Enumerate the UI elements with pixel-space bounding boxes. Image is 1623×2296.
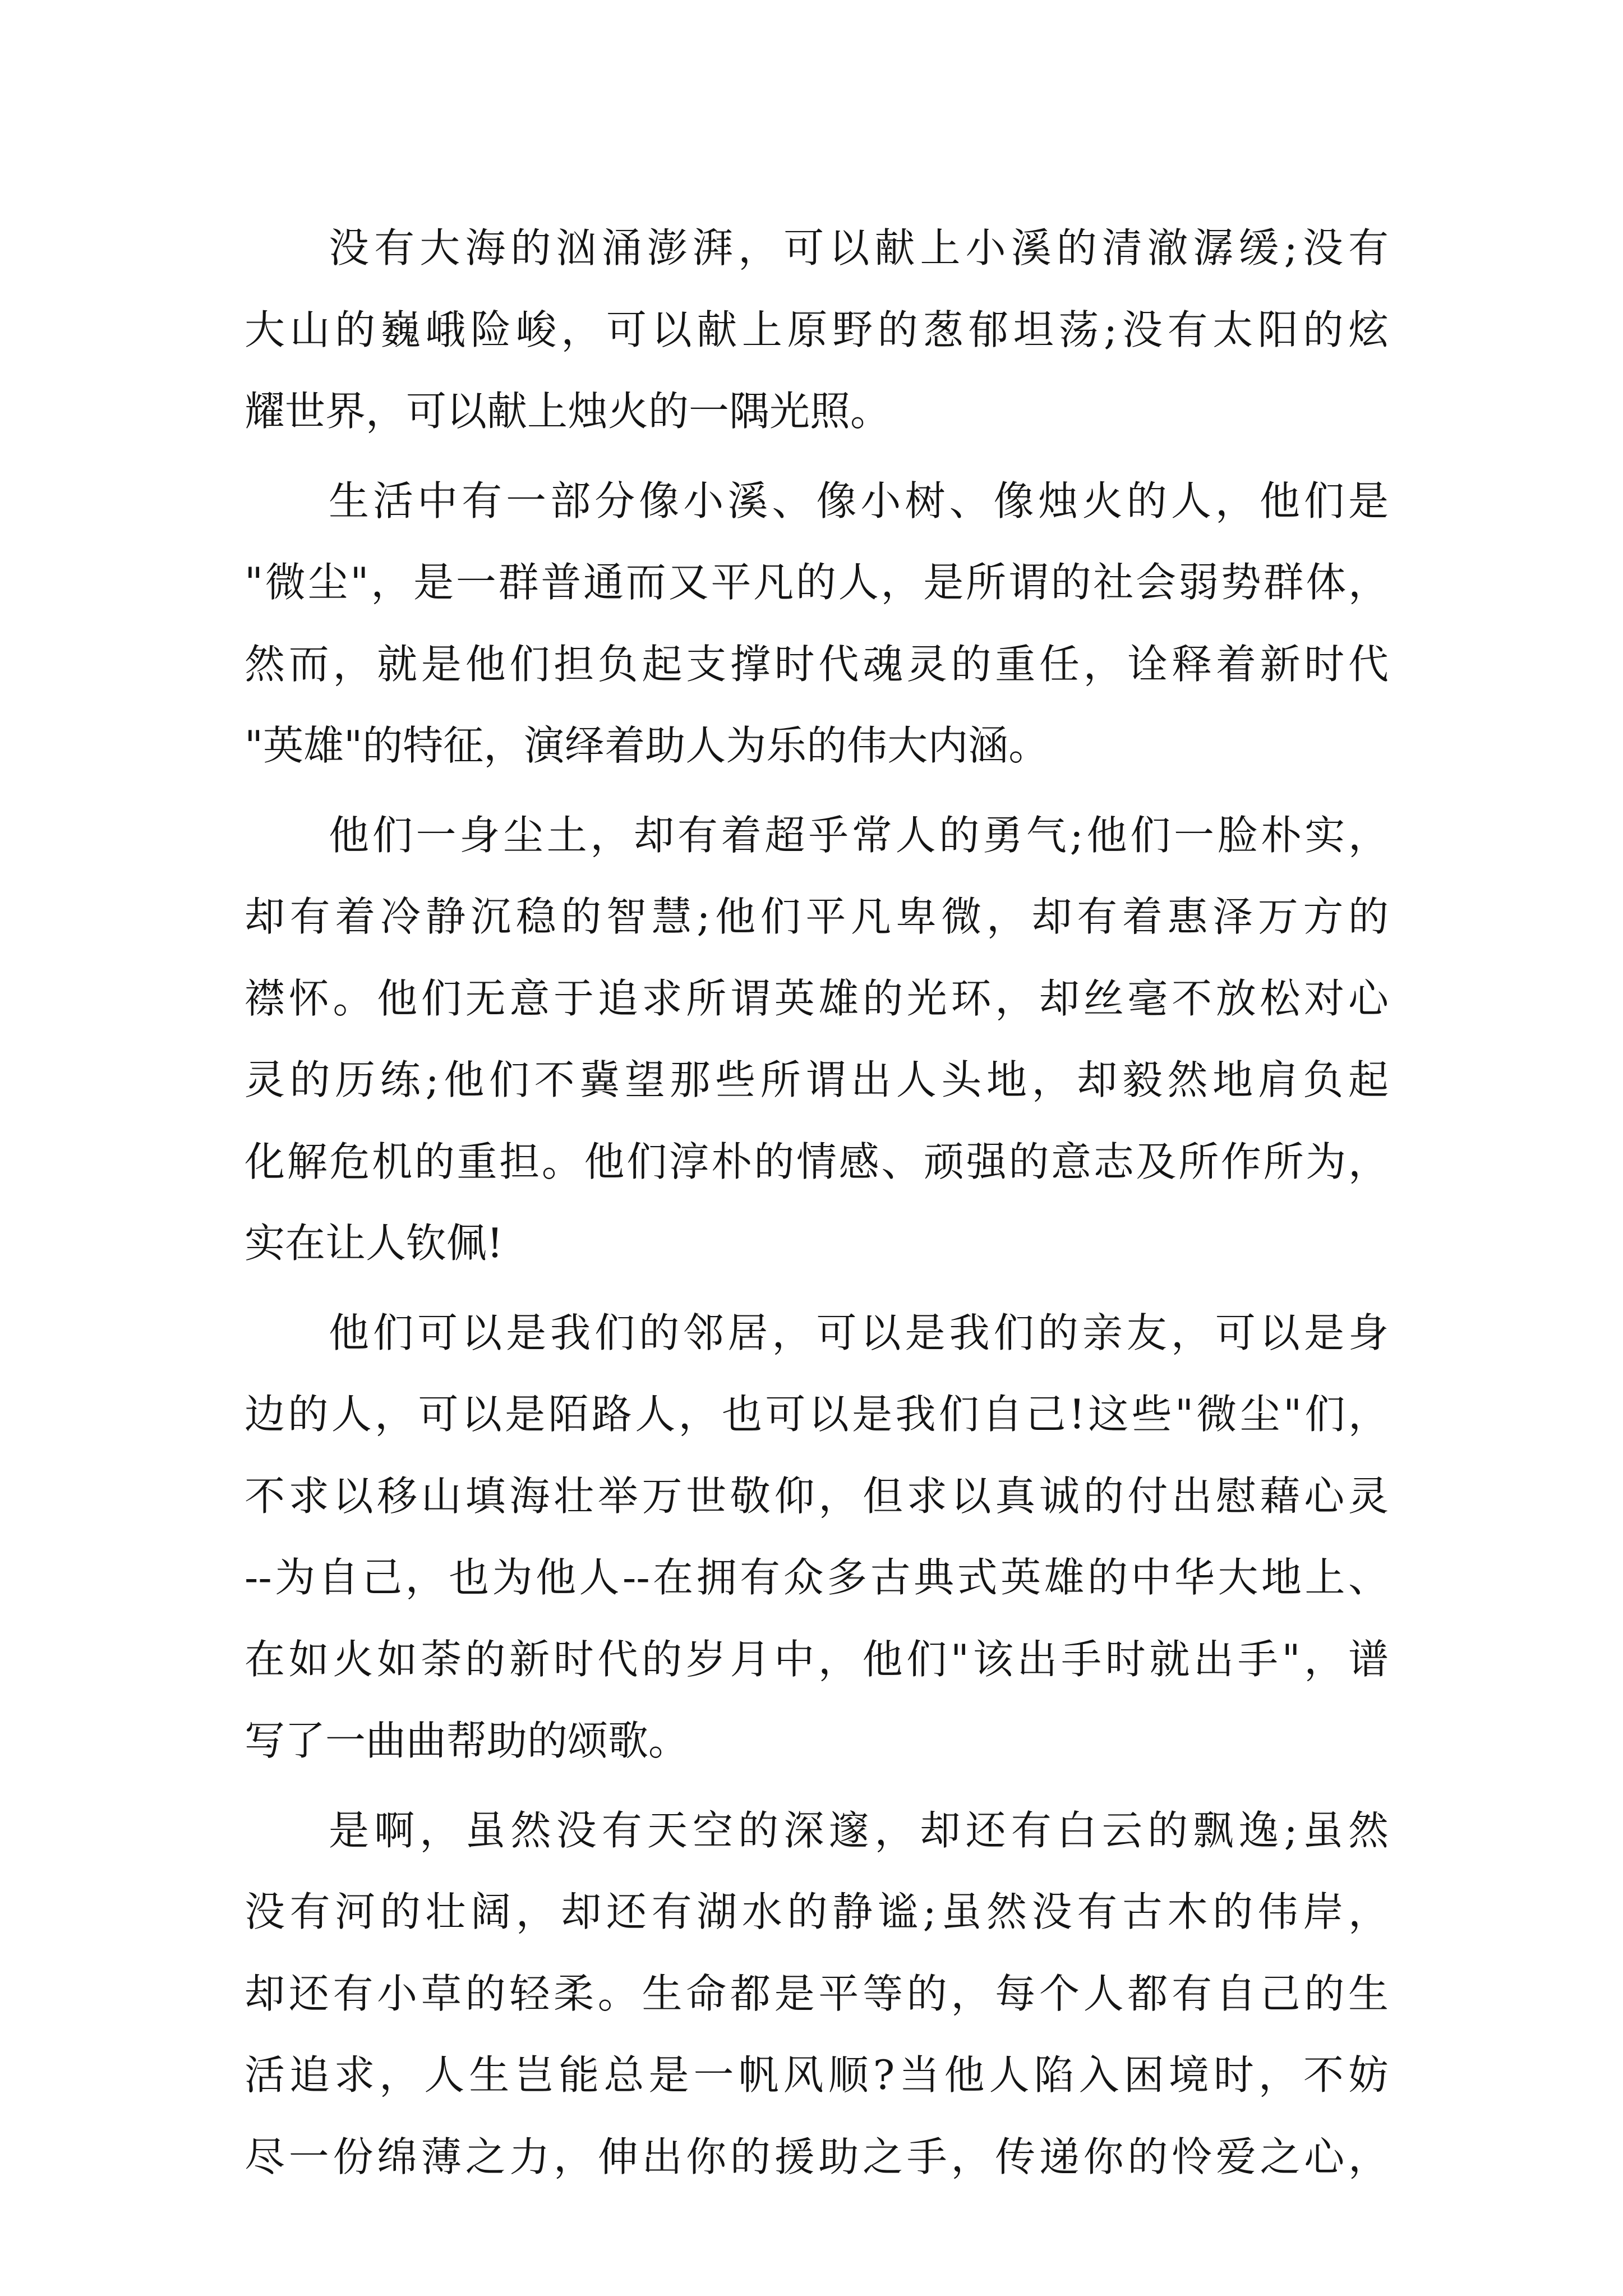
paragraph-2 <box>245 461 1389 787</box>
text-line: --为自己，也为他人--在拥有众多古典式英雄的中华大地上、 <box>245 1554 1389 1601</box>
text-line: "英雄"的特征，演绎着助人为乐的伟大内涵。 <box>245 722 1049 769</box>
text-line: 然而，就是他们担负起支撑时代魂灵的重任，诠释着新时代 <box>245 640 1389 688</box>
text-line: 灵的历练;他们不冀望那些所谓出人头地，却毅然地肩负起 <box>245 1056 1389 1103</box>
text-line: 边的人，可以是陌路人，也可以是我们自己!这些"微尘"们， <box>245 1391 1389 1438</box>
text-line: 大山的巍峨险峻，可以献上原野的葱郁坦荡;没有太阳的炫 <box>245 306 1389 353</box>
text-line: 却有着冷静沉稳的智慧;他们平凡卑微，却有着惠泽万方的 <box>245 893 1389 940</box>
text-line: 没有大海的汹涌澎湃，可以献上小溪的清澈潺缓;没有 <box>329 224 1389 272</box>
text-line: 他们一身尘土，却有着超乎常人的勇气;他们一脸朴实， <box>329 811 1389 859</box>
text-line: 活追求，人生岂能总是一帆风顺?当他人陷入困境时，不妨 <box>245 2051 1389 2099</box>
text-line: 襟怀。他们无意于追求所谓英雄的光环，却丝毫不放松对心 <box>245 974 1389 1022</box>
text-line: 生活中有一部分像小溪、像小树、像烛火的人，他们是 <box>329 477 1389 524</box>
paragraph-1 <box>245 208 1389 453</box>
paragraph-4 <box>245 1292 1389 1782</box>
text-line: 耀世界，可以献上烛火的一隅光照。 <box>245 388 891 435</box>
text-line: 他们可以是我们的邻居，可以是我们的亲友，可以是身 <box>329 1309 1389 1356</box>
text-line: 在如火如荼的新时代的岁月中，他们"该出手时就出手"，谱 <box>245 1635 1389 1683</box>
text-line: 却还有小草的轻柔。生命都是平等的，每个人都有自己的生 <box>245 1970 1389 2017</box>
text-line: 实在让人钦佩! <box>245 1220 503 1267</box>
paragraph-5 <box>245 1790 1389 2198</box>
text-line: 化解危机的重担。他们淳朴的情感、顽强的意志及所作所为， <box>245 1138 1389 1185</box>
text-line: 写了一曲曲帮助的颂歌。 <box>245 1717 689 1764</box>
text-line: 尽一份绵薄之力，伸出你的援助之手，传递你的怜爱之心， <box>245 2133 1389 2180</box>
text-line: 不求以移山填海壮举万世敬仰，但求以真诚的付出慰藉心灵 <box>245 1472 1389 1520</box>
article-body <box>245 208 1389 2198</box>
text-line: 没有河的壮阔，却还有湖水的静谧;虽然没有古木的伟岸， <box>245 1888 1389 1935</box>
text-line: 是啊，虽然没有天空的深邃，却还有白云的飘逸;虽然 <box>329 1806 1389 1854</box>
paragraph-3 <box>245 795 1389 1285</box>
text-line: "微尘"，是一群普通而又平凡的人，是所谓的社会弱势群体， <box>245 559 1389 606</box>
